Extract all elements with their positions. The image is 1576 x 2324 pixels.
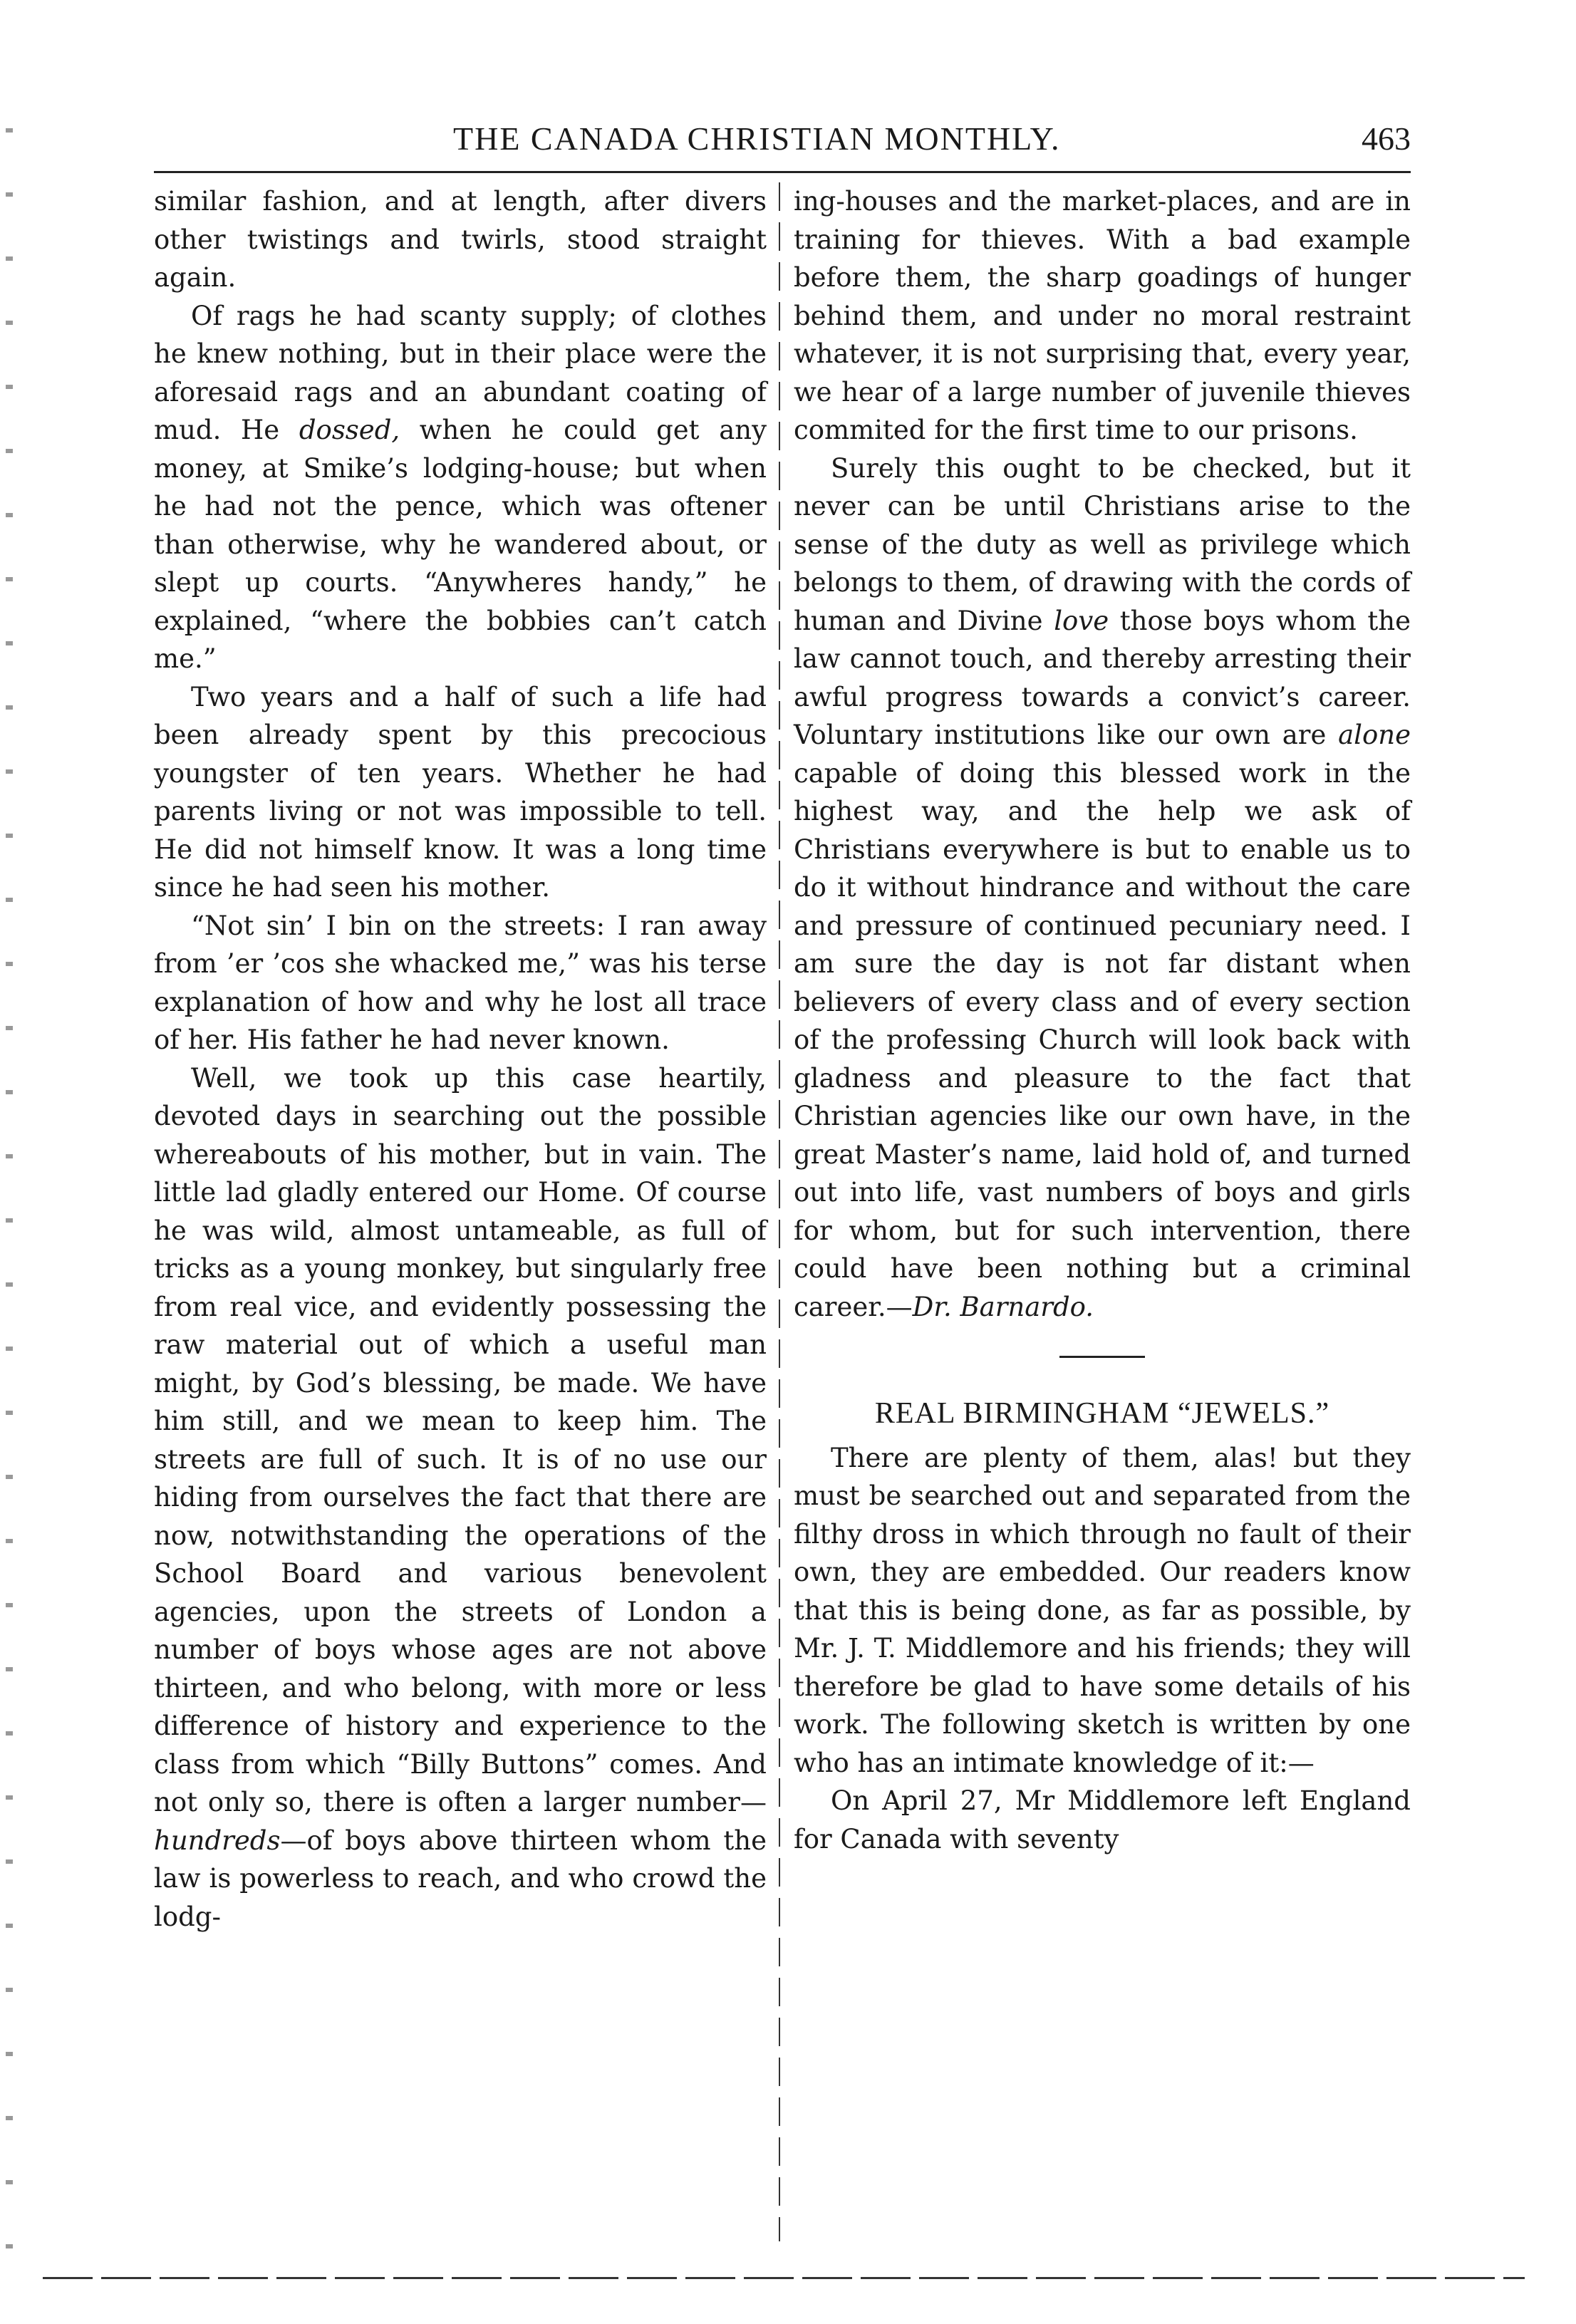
right-column: [794, 182, 1411, 1858]
paragraph: [794, 450, 1411, 1327]
paragraph-text: Of rags he had scanty supply; of clothes he knew nothing, but in their place were the aforesaid rags and an abundant coating of mud. He: [154, 300, 767, 445]
paragraph: [794, 1782, 1411, 1858]
page-number: 463: [1362, 120, 1411, 157]
paragraph-text: similar fashion, and at length, after divers other twistings and twirls, stood straight again.: [154, 186, 767, 293]
paragraph-text: —of boys above thirteen whom the law is powerless to reach, and who crowd the lodg-: [154, 1825, 767, 1932]
author-signature: Dr. Barnardo.: [912, 1291, 1094, 1322]
paragraph: [794, 1439, 1411, 1783]
paragraph: [794, 182, 1411, 450]
paragraph: [154, 907, 767, 1059]
italic-text: love: [1054, 605, 1109, 636]
paragraph-text: There are plenty of them, alas! but they must be searched out and separated from the filthy dross in which through no fault of their own, they are embedded. Our readers know that this is being done, as far as possible, by Mr. J. T. Middlemore and his friends; they will therefore be glad to have some details of his work. The following sketch is written by one who has an intimate knowledge of it:—: [794, 1442, 1411, 1778]
paragraph-text: Well, we took up this case heartily, devoted days in searching out the possible whereabouts of his mother, but in vain. The little lad gladly entered our Home. Of course he was wild, almost untameable, as full of tricks as a young monkey, but singularly free from real vice, and evidently possessing the raw material out of which a useful man might, by God’s blessing, be made. We have him still, and we mean to keep him. The streets are full of such. It is of no use our hiding from ourselves the fact that there are now, notwithstanding the operations of the School Board and various benevolent agencies, upon the streets of London a number of boys whose ages are not above thirteen, and who belong, with more or less difference of history and experience to the class from which “Billy Buttons” comes. And not only so, there is often a larger number—: [154, 1062, 767, 1817]
header-rule: [154, 171, 1411, 173]
section-heading: REAL BIRMINGHAM “JEWELS.”: [874, 1397, 1330, 1430]
paragraph-text: Surely this ought to be checked, but it never can be until Christians arise to the sense of the duty as well as privilege which belongs to them, of drawing with the cords of human and Divine: [794, 452, 1411, 636]
running-header: [154, 120, 1411, 170]
paragraph-text: those boys whom the law cannot touch, and thereby arresting their awful progress towards a convict’s career. Voluntary institutions like our own are: [794, 605, 1411, 750]
section-separator: [1059, 1356, 1145, 1358]
paragraph-text: when he could get any money, at Smike’s lodging-house; but when he had not the pence, which was oftener than otherwise, why he wandered about, or slept up courts. “Anywheres handy,” he explained, “where the bobbies can’t catch me.”: [154, 415, 767, 674]
left-column: [154, 182, 767, 1936]
paragraph-text: Two years and a half of such a life had been already spent by this precocious youngster of ten years. Whether he had parents living or not was impossible to tell. He did not himself know. It was a long time since he had seen his mother.: [154, 681, 767, 903]
paragraph-text: On April 27, Mr Middlemore left England for Canada with seventy: [794, 1785, 1411, 1854]
paragraph: [154, 297, 767, 678]
paragraph-text: capable of doing this blessed work in the highest way, and the help we ask of Christians everywhere is but to enable us to do it without hindrance and without the care and pressure of continued pecuniary need. I am sure the day is not far distant when believers of every class and of every section of the professing Church will look back with gladness and pleasure to the fact that Christian agencies like our own have, in the great Master’s name, laid hold of, and turned out into life, vast numbers of boys and girls for whom, but for such intervention, there could have been nothing but a criminal career.—: [794, 757, 1411, 1322]
paragraph: [154, 182, 767, 297]
italic-text: hundreds: [154, 1825, 281, 1856]
footer-rule: [43, 2277, 1525, 2279]
margin-specks: [6, 128, 13, 2266]
italic-text: alone: [1338, 720, 1411, 750]
column-divider: [779, 182, 780, 2241]
paragraph: [154, 678, 767, 907]
paragraph-text: “Not sin’ I bin on the streets: I ran away from ’er ’cos she whacked me,” was his terse explanation of how and why he lost all trace of her. His father he had never known.: [154, 910, 767, 1055]
paragraph-text: ing-houses and the market-places, and are in training for thieves. With a bad example before them, the sharp goadings of hunger behind them, and under no moral restraint whatever, it is not surprising that, every year, we hear of a large number of juvenile thieves commited for the first time to our prisons.: [794, 186, 1411, 445]
paragraph: [154, 1059, 767, 1936]
italic-text: dossed,: [299, 415, 400, 445]
journal-title: THE CANADA CHRISTIAN MONTHLY.: [453, 120, 1061, 157]
